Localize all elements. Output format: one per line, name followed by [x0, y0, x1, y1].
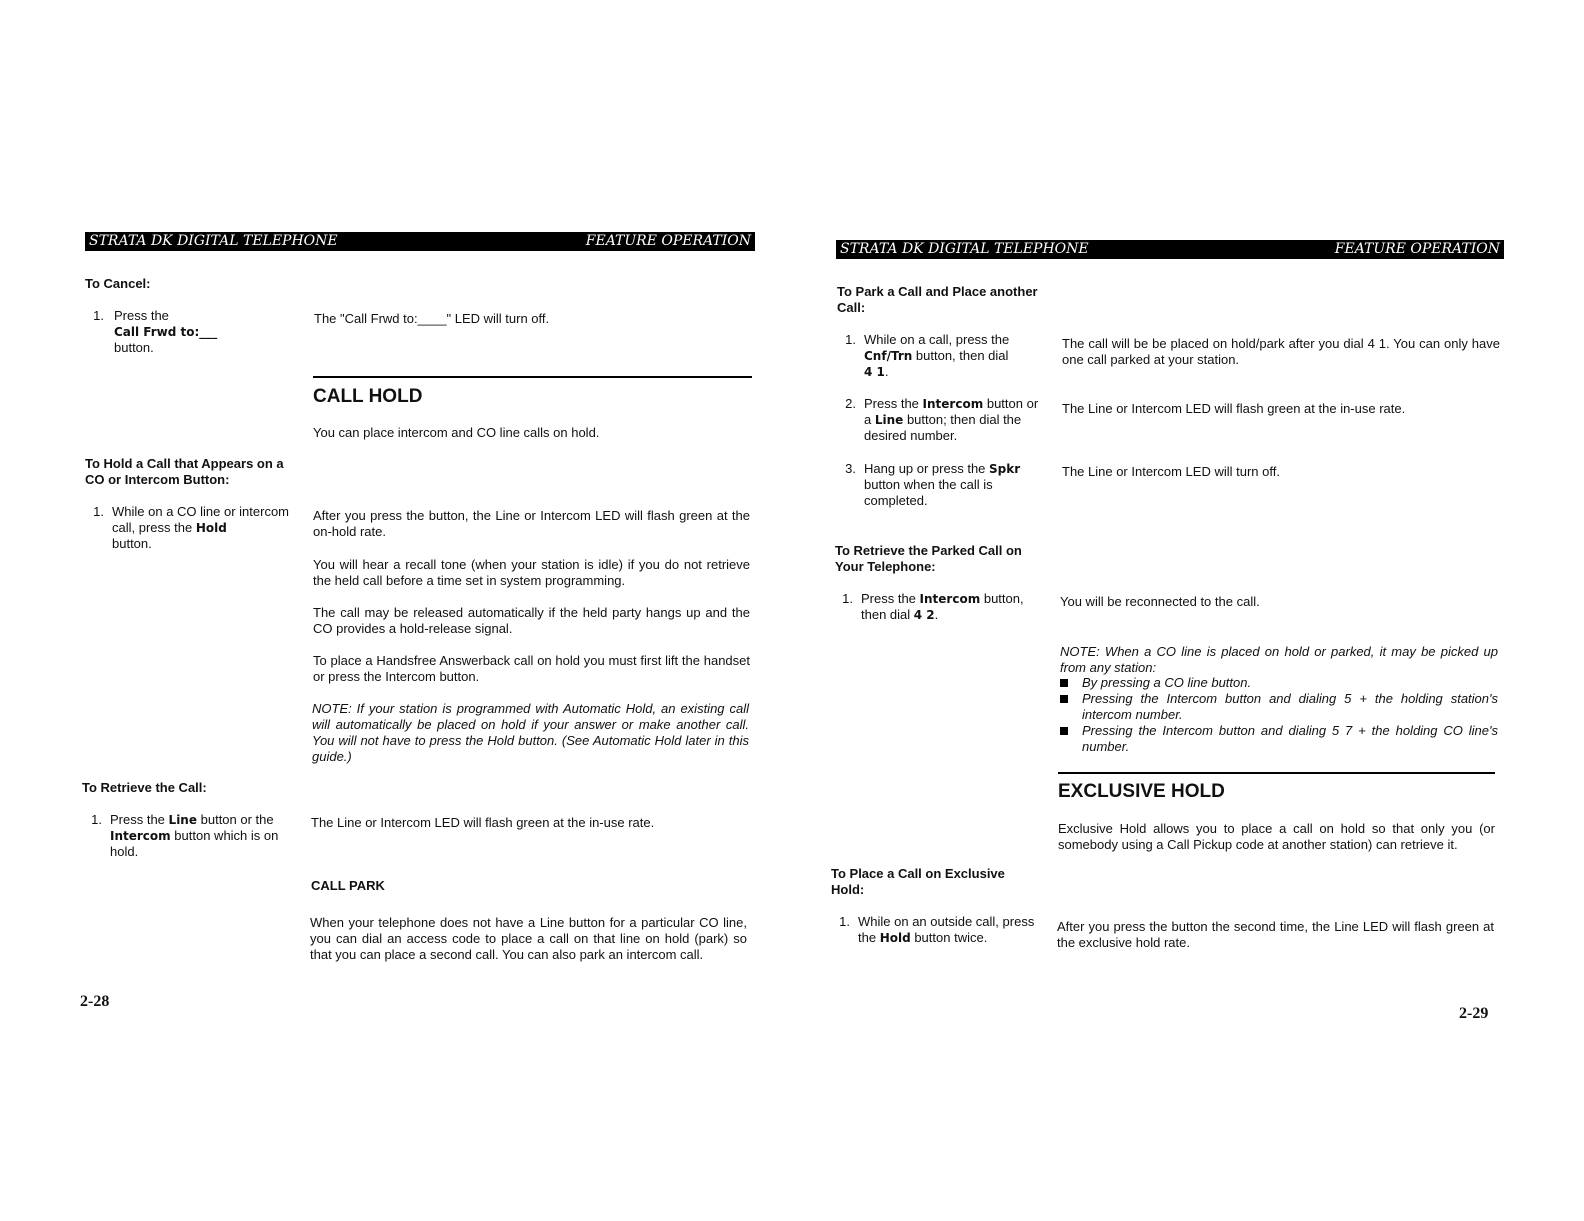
step-number: 1. [842, 591, 853, 606]
step-text: While on a call, press the [864, 332, 1010, 347]
step-text: Press the [864, 396, 919, 411]
to-cancel-heading: To Cancel: [85, 276, 151, 291]
exclusive-hold-title: EXCLUSIVE HOLD [1058, 781, 1225, 802]
park-step-2 [864, 396, 1044, 444]
step-text: . [934, 607, 939, 622]
step-text: While on an outside call, press the [858, 914, 1035, 945]
line-button-label: Line [874, 413, 904, 427]
step-text: button which is on hold. [110, 828, 279, 859]
step-text: button or a [864, 396, 1039, 427]
heading-line: To Place a Call on Exclusive [831, 866, 1005, 881]
step-text: button, then dial [915, 348, 1009, 363]
park-step-3 [864, 461, 1044, 509]
hold-para-1: After you press the button, the Line or Intercom LED will flash green at the on-hold rate. [313, 508, 750, 539]
cancel-result: The "Call Frwd to:____" LED will turn off. [314, 311, 550, 326]
header-section: FEATURE OPERATION [1334, 241, 1500, 257]
heading-line: CO or Intercom Button: [85, 472, 230, 487]
heading-line: Call: [837, 300, 866, 315]
call-hold-intro: You can place intercom and CO line calls on hold. [313, 425, 600, 440]
cancel-step-1 [114, 308, 294, 356]
park-step-3-result: The Line or Intercom LED will turn off. [1062, 464, 1280, 479]
heading-line: To Retrieve the Parked Call on [835, 543, 1022, 558]
heading-line: To Hold a Call that Appears on a [85, 456, 284, 471]
list-item: Pressing the Intercom button and dialing 5 7 + the holding CO line's number. [1058, 723, 1498, 755]
step-text: button. [114, 340, 154, 355]
step-text: Hang up or press the [864, 461, 986, 476]
hold-para-3: The call may be released automatically if the held party hangs up and the CO provides a hold-release signal. [313, 605, 750, 636]
step-text: button or the [200, 812, 274, 827]
step-text: button when the call is completed. [864, 477, 993, 508]
dial-digits: 4 1 [864, 365, 885, 379]
line-button-label: Line [168, 813, 197, 827]
retrieve-step-1 [110, 812, 300, 860]
hold-button-label: Hold [195, 521, 227, 535]
step-number: 1. [845, 332, 856, 347]
step-text: button; then dial the desired number. [864, 412, 1022, 443]
heading-line: Your Telephone: [835, 559, 936, 574]
step-text: Press the [861, 591, 916, 606]
call-hold-title: CALL HOLD [313, 386, 423, 407]
step-text: button. [112, 536, 152, 551]
page-number: 2-28 [80, 993, 110, 1010]
step-number: 1. [93, 504, 104, 519]
exclusive-hold-result: After you press the button the second time, the Line LED will flash green at the exclusive hold rate. [1057, 919, 1494, 950]
list-item: Pressing the Intercom button and dialing 5 + the holding station's intercom number. [1058, 691, 1498, 723]
call-frwd-button-label: Call Frwd to:___ [114, 325, 218, 339]
hold-button-label: Hold [879, 931, 911, 945]
header-title: STRATA DK DIGITAL TELEPHONE [840, 241, 1089, 257]
step-text: Press the [114, 308, 169, 323]
step-text: button twice. [914, 930, 988, 945]
intercom-button-label: Intercom [110, 829, 171, 843]
parked-note: NOTE: When a CO line is placed on hold or parked, it may be picked up from any station: [1060, 644, 1498, 675]
hold-note: NOTE: If your station is programmed with Automatic Hold, an existing call will automatically be placed on hold if your answer or make another call. You will not have to press the Hold button. (See Automatic Hold later in this guide.) [312, 701, 749, 764]
step-text: While on a CO line or intercom call, press the [112, 504, 290, 535]
call-park-title: CALL PARK [311, 878, 385, 893]
right-page [792, 0, 1584, 1221]
step-number: 1. [839, 914, 850, 929]
retrieve-parked-step-1 [861, 591, 1051, 623]
section-rule [313, 376, 752, 378]
park-step-1-result: The call will be be placed on hold/park after you dial 4 1. You can only have one call parked at your station. [1062, 336, 1500, 367]
park-step-1 [864, 332, 1044, 380]
pickup-methods-list [1058, 675, 1498, 755]
step-text: button, then dial [861, 591, 1024, 622]
park-step-2-result: The Line or Intercom LED will flash green at the in-use rate. [1062, 401, 1406, 416]
step-number: 3. [845, 461, 856, 476]
call-park-body: When your telephone does not have a Line button for a particular CO line, you can dial an access code to place a call on that line on hold (park) so that you can place a second call. You can also park an intercom call. [310, 915, 747, 962]
exclusive-hold-intro: Exclusive Hold allows you to place a call on hold so that only you (or somebody using a Call Pickup code at another station) can retrieve it. [1058, 821, 1495, 852]
retrieve-result: The Line or Intercom LED will flash green at the in-use rate. [311, 815, 655, 830]
exclusive-hold-heading [831, 866, 1061, 898]
retrieve-parked-heading [835, 543, 1065, 575]
exclusive-hold-step-1 [858, 914, 1048, 946]
heading-line: To Park a Call and Place another [837, 284, 1038, 299]
intercom-button-label: Intercom [922, 397, 984, 411]
page-number: 2-29 [1459, 1005, 1489, 1022]
park-heading [837, 284, 1067, 316]
step-number: 1. [93, 308, 104, 323]
section-rule [1058, 772, 1495, 774]
heading-line: Hold: [831, 882, 865, 897]
hold-para-4: To place a Handsfree Answerback call on hold you must first lift the handset or press the Intercom button. [313, 653, 750, 684]
intercom-button-label: Intercom [919, 592, 981, 606]
retrieve-heading: To Retrieve the Call: [82, 780, 207, 795]
header-title: STRATA DK DIGITAL TELEPHONE [89, 233, 338, 249]
hold-step-1 [112, 504, 297, 552]
retrieve-parked-result: You will be reconnected to the call. [1060, 594, 1260, 609]
dial-digits: 4 2 [913, 608, 935, 622]
list-item: By pressing a CO line button. [1058, 675, 1498, 691]
cnf-trn-button-label: Cnf/Trn [864, 349, 913, 363]
step-number: 1. [91, 812, 102, 827]
hold-call-heading [85, 456, 315, 488]
header-section: FEATURE OPERATION [585, 233, 751, 249]
step-text: Press the [110, 812, 165, 827]
page-header [836, 240, 1504, 259]
step-text: . [884, 364, 889, 379]
page-header [85, 232, 755, 251]
spkr-button-label: Spkr [989, 462, 1021, 476]
step-number: 2. [845, 396, 856, 411]
hold-para-2: You will hear a recall tone (when your station is idle) if you do not retrieve the held call before a time set in system programming. [313, 557, 750, 588]
